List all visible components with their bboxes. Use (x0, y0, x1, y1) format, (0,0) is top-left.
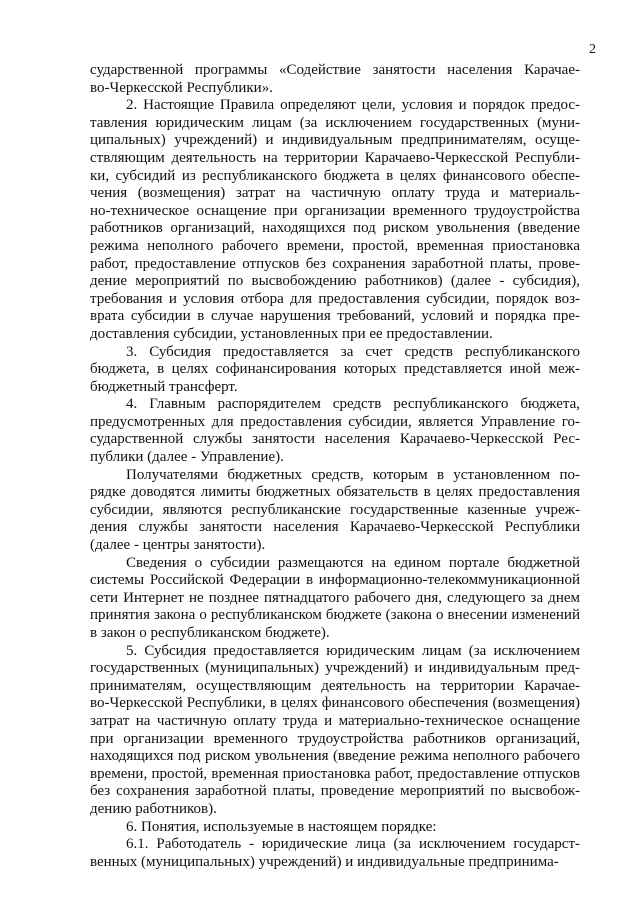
text-line: ки, субсидий из республиканского бюджета в целях финансового обеспе- (90, 167, 580, 184)
text-line: находящихся под риском увольнения (введение режима неполного рабочего (90, 748, 580, 765)
text-line: во-Черкесской Республики». (90, 79, 273, 96)
text-line: сударственной службы занятости населения Карачаево-Черкесской Рес- (90, 431, 580, 448)
text-line: во-Черкесской Республики, в целях финансового обеспечения (возмещения) (90, 695, 580, 712)
text-line: Получателями бюджетных средств, которым в установленном по- (126, 466, 580, 483)
text-line: режима неполного рабочего времени, простой, временная приостановка (90, 237, 580, 254)
text-line: субсидии, являются республиканские государственные казенные учреж- (90, 501, 580, 518)
text-line: бюджета, в целях софинансирования которых представляется иной меж- (90, 361, 580, 378)
text-line: тавления юридическим лицам (за исключением государственных (муни- (90, 114, 580, 131)
text-line: врата субсидии в случае нарушения требований, условий и порядка пре- (90, 308, 580, 325)
paragraph (90, 396, 580, 466)
text-line: венных (муниципальных) учреждений) и индивидуальные предпринима- (90, 853, 559, 870)
text-line: 4. Главным распорядителем средств республиканского бюджета, (126, 396, 580, 413)
text-line: 6. Понятия, используемые в настоящем порядке: (126, 818, 437, 835)
text-line: сударственной программы «Содействие занятости населения Карачае- (90, 62, 580, 78)
text-line: при организации временного трудоустройства работников организаций, (90, 730, 580, 747)
text-line: бюджетный трансферт. (90, 378, 238, 395)
text-line: чения (возмещения) затрат на частичную оплату труда и материаль- (90, 185, 580, 202)
paragraph (90, 555, 580, 643)
text-line: в закон о республиканском бюджете). (90, 625, 330, 641)
text-line: но-техническое оснащение при организации временного трудоустройства (90, 202, 580, 219)
paragraph (90, 836, 580, 871)
document-body (90, 62, 580, 871)
page-number: 2 (589, 42, 596, 57)
text-line: 3. Субсидия предоставляется за счет средств республиканского (126, 343, 580, 360)
text-line: без сохранения заработной платы, проведение мероприятий по высвобож- (90, 783, 580, 800)
text-line: работ, предоставление отпусков без сохранения заработной платы, прове- (90, 255, 580, 272)
text-line: дению работников). (90, 800, 217, 817)
paragraph (90, 344, 580, 397)
paragraph (90, 467, 580, 555)
text-line: требования и условия отбора для предоставления субсидии, порядок воз- (90, 290, 580, 307)
text-line: принятия закона о республиканском бюджете (закона о внесении изменений (90, 607, 580, 624)
text-line: принимателям, осуществляющим деятельность на территории Карачае- (90, 677, 580, 694)
paragraph (90, 643, 580, 819)
text-line: системы Российской Федерации в информационно-телекоммуникационной (90, 572, 580, 589)
text-line: ципальных) учреждений) и индивидуальным предпринимателям, осуще- (90, 132, 580, 149)
text-line: сети Интернет не позднее пятнадцатого рабочего дня, следующего за днем (90, 589, 580, 606)
text-line: ствляющим деятельность на территории Карачаево-Черкесской Республи- (90, 149, 580, 166)
text-line: (далее - центры занятости). (90, 537, 266, 554)
text-line: времени, простой, временная приостановка работ, предоставление отпусков (90, 765, 580, 782)
paragraph (90, 62, 580, 97)
text-line: дение мероприятий по высвобождению работников) (далее - субсидия), (90, 273, 580, 290)
text-line: Сведения о субсидии размещаются на едином портале бюджетной (126, 554, 580, 571)
paragraph (90, 819, 580, 837)
paragraph (90, 97, 580, 343)
text-line: предусмотренных для предоставления субсидии, является Управление го- (90, 413, 580, 430)
text-line: дения службы занятости населения Карачаево-Черкесской Республики (90, 519, 580, 536)
text-line: затрат на частичную оплату труда и материально-техническое оснащение (90, 712, 580, 729)
text-line: работников организаций, находящихся под риском увольнения (введение (90, 220, 580, 237)
text-line: рядке доводятся лимиты бюджетных обязательств в целях предоставления (90, 484, 580, 501)
text-line: публики (далее - Управление). (90, 449, 284, 466)
text-line: 2. Настоящие Правила определяют цели, условия и порядок предос- (126, 97, 580, 114)
text-line: 6.1. Работодатель - юридические лица (за исключением государст- (126, 836, 580, 853)
text-line: государственных (муниципальных) учреждений) и индивидуальным пред- (90, 660, 580, 677)
text-line: доставления субсидии, установленных при ее предоставлении. (90, 325, 493, 342)
text-line: 5. Субсидия предоставляется юридическим лицам (за исключением (126, 642, 580, 659)
